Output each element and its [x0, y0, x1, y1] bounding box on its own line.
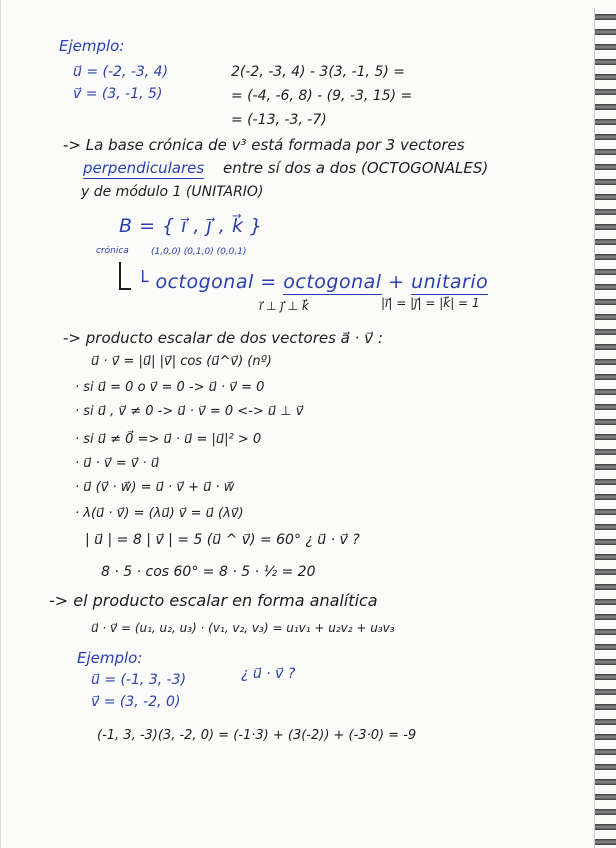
analitica-formula: u⃗ · v⃗ = (u₁, u₂, u₃) · (v₁, v₂, v₃) = u₁v₁ + u₂v₂ + u₃v₃: [91, 621, 395, 635]
producto-escalar-heading: -> producto escalar de dos vectores a⃗ · v⃗ :: [63, 329, 383, 347]
perpendicular-condition: i⃗ ⊥ j⃗ ⊥ k⃗: [259, 299, 309, 313]
spiral-binding: [594, 8, 616, 848]
example-2-calculation: (-1, 3, -3)(3, -2, 0) = (-1·3) + (3(-2)) + (-3·0) = -9: [97, 728, 417, 743]
example-result: 8 · 5 · cos 60° = 8 · 5 · ½ = 20: [101, 564, 316, 580]
base-line-2: [83, 160, 488, 176]
base-B-definition: B = { i⃗ , j⃗ , k⃗ }: [119, 215, 263, 237]
example-2-vector-u: u⃗ = (-1, 3, -3): [91, 672, 187, 688]
example-1-vector-v: v⃗ = (3, -1, 5): [73, 86, 163, 102]
dos-a-dos-text: entre sí dos a dos (OCTOGONALES): [222, 159, 489, 177]
analitica-heading: -> el producto escalar en forma analítica: [49, 591, 378, 610]
perpendiculares-text: perpendiculares: [83, 159, 205, 177]
example-1-calc-line-1: 2(-2, -3, 4) - 3(3, -1, 5) =: [231, 64, 405, 80]
base-line-3: y de módulo 1 (UNITARIO): [81, 184, 264, 200]
plus-sign: +: [388, 271, 405, 293]
property-4: · u⃗ · v⃗ = v⃗ · u⃗: [75, 456, 160, 471]
property-6: · λ(u⃗ · v⃗) = (λu⃗) v⃗ = u⃗ (λv⃗): [75, 506, 244, 521]
bracket-mark: [119, 262, 131, 290]
example-2-vector-v: v⃗ = (3, -2, 0): [91, 694, 181, 710]
octogonal-term: octogonal: [283, 271, 382, 293]
property-2: · si u⃗ , v⃗ ≠ 0 -> u⃗ · v⃗ = 0 <-> u⃗ ⊥ v⃗: [75, 404, 304, 419]
example-1-vector-u: u⃗ = (-2, -3, 4): [73, 64, 169, 80]
example-given-values: | u⃗ | = 8 | v⃗ | = 5 (u⃗ ^ v⃗) = 60° ¿ u⃗ · v⃗ ?: [85, 532, 360, 548]
basis-coordinates: (1,0,0) (0,1,0) (0,0,1): [151, 247, 247, 257]
octogonal-equation: [137, 271, 489, 293]
octogonal-lhs: └ octogonal =: [137, 271, 277, 293]
example-2-title: Ejemplo:: [77, 649, 143, 667]
unit-norm-condition: |i⃗| = |j⃗| = |k⃗| = 1: [381, 296, 480, 310]
unitario-term: unitario: [411, 271, 489, 293]
property-3: · si u⃗ ≠ 0⃗ => u⃗ · u⃗ = |u⃗|² > 0: [75, 432, 262, 447]
base-line-1: -> La base crónica de v³ está formada por 3 vectores: [63, 136, 465, 154]
example-1-calc-line-3: = (-13, -3, -7): [231, 112, 327, 128]
producto-escalar-formula: u⃗ · v⃗ = |u⃗| |v⃗| cos (u⃗^v⃗) (nº): [91, 354, 272, 369]
cronica-label: crónica: [96, 246, 129, 256]
property-5: · u⃗ (v⃗ · w⃗) = u⃗ · v⃗ + u⃗ · w⃗: [75, 480, 235, 495]
example-2-question: ¿ u⃗ · v⃗ ?: [241, 666, 296, 682]
example-1-title: Ejemplo:: [59, 37, 125, 55]
property-1: · si u⃗ = 0 o v⃗ = 0 -> u⃗ · v⃗ = 0: [75, 380, 265, 395]
example-1-calc-line-2: = (-4, -6, 8) - (9, -3, 15) =: [231, 88, 413, 104]
